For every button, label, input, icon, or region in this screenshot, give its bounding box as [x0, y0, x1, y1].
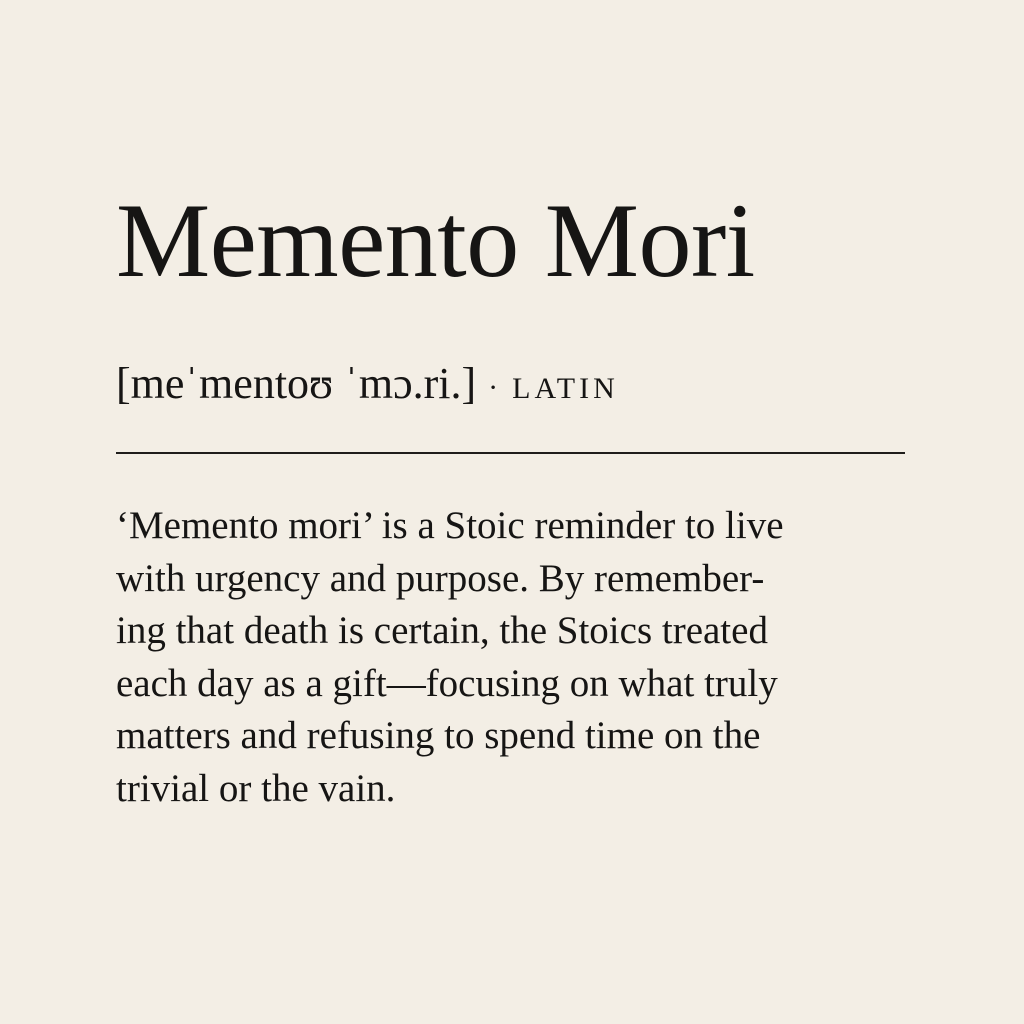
divider	[116, 452, 905, 454]
pronunciation: [meˈmentoʊ ˈmɔ.ri.]	[116, 359, 477, 408]
entry-title: Memento Mori	[116, 182, 755, 299]
definition-line: ing that death is certain, the Stoics treated	[116, 609, 768, 652]
definition-line: each day as a gift—focusing on what truly	[116, 661, 778, 705]
definition-text	[116, 500, 916, 815]
pronunciation-line	[116, 359, 619, 408]
language-label: LATIN	[512, 372, 619, 405]
separator-dot: ·	[488, 370, 499, 404]
definition-line: trivial or the vain.	[116, 766, 396, 810]
definition-line: with urgency and purpose. By remember-	[116, 556, 765, 600]
definition-line: ‘Memento mori’ is a Stoic reminder to live	[116, 504, 784, 547]
definition-line: matters and refusing to spend time on the	[116, 714, 761, 757]
